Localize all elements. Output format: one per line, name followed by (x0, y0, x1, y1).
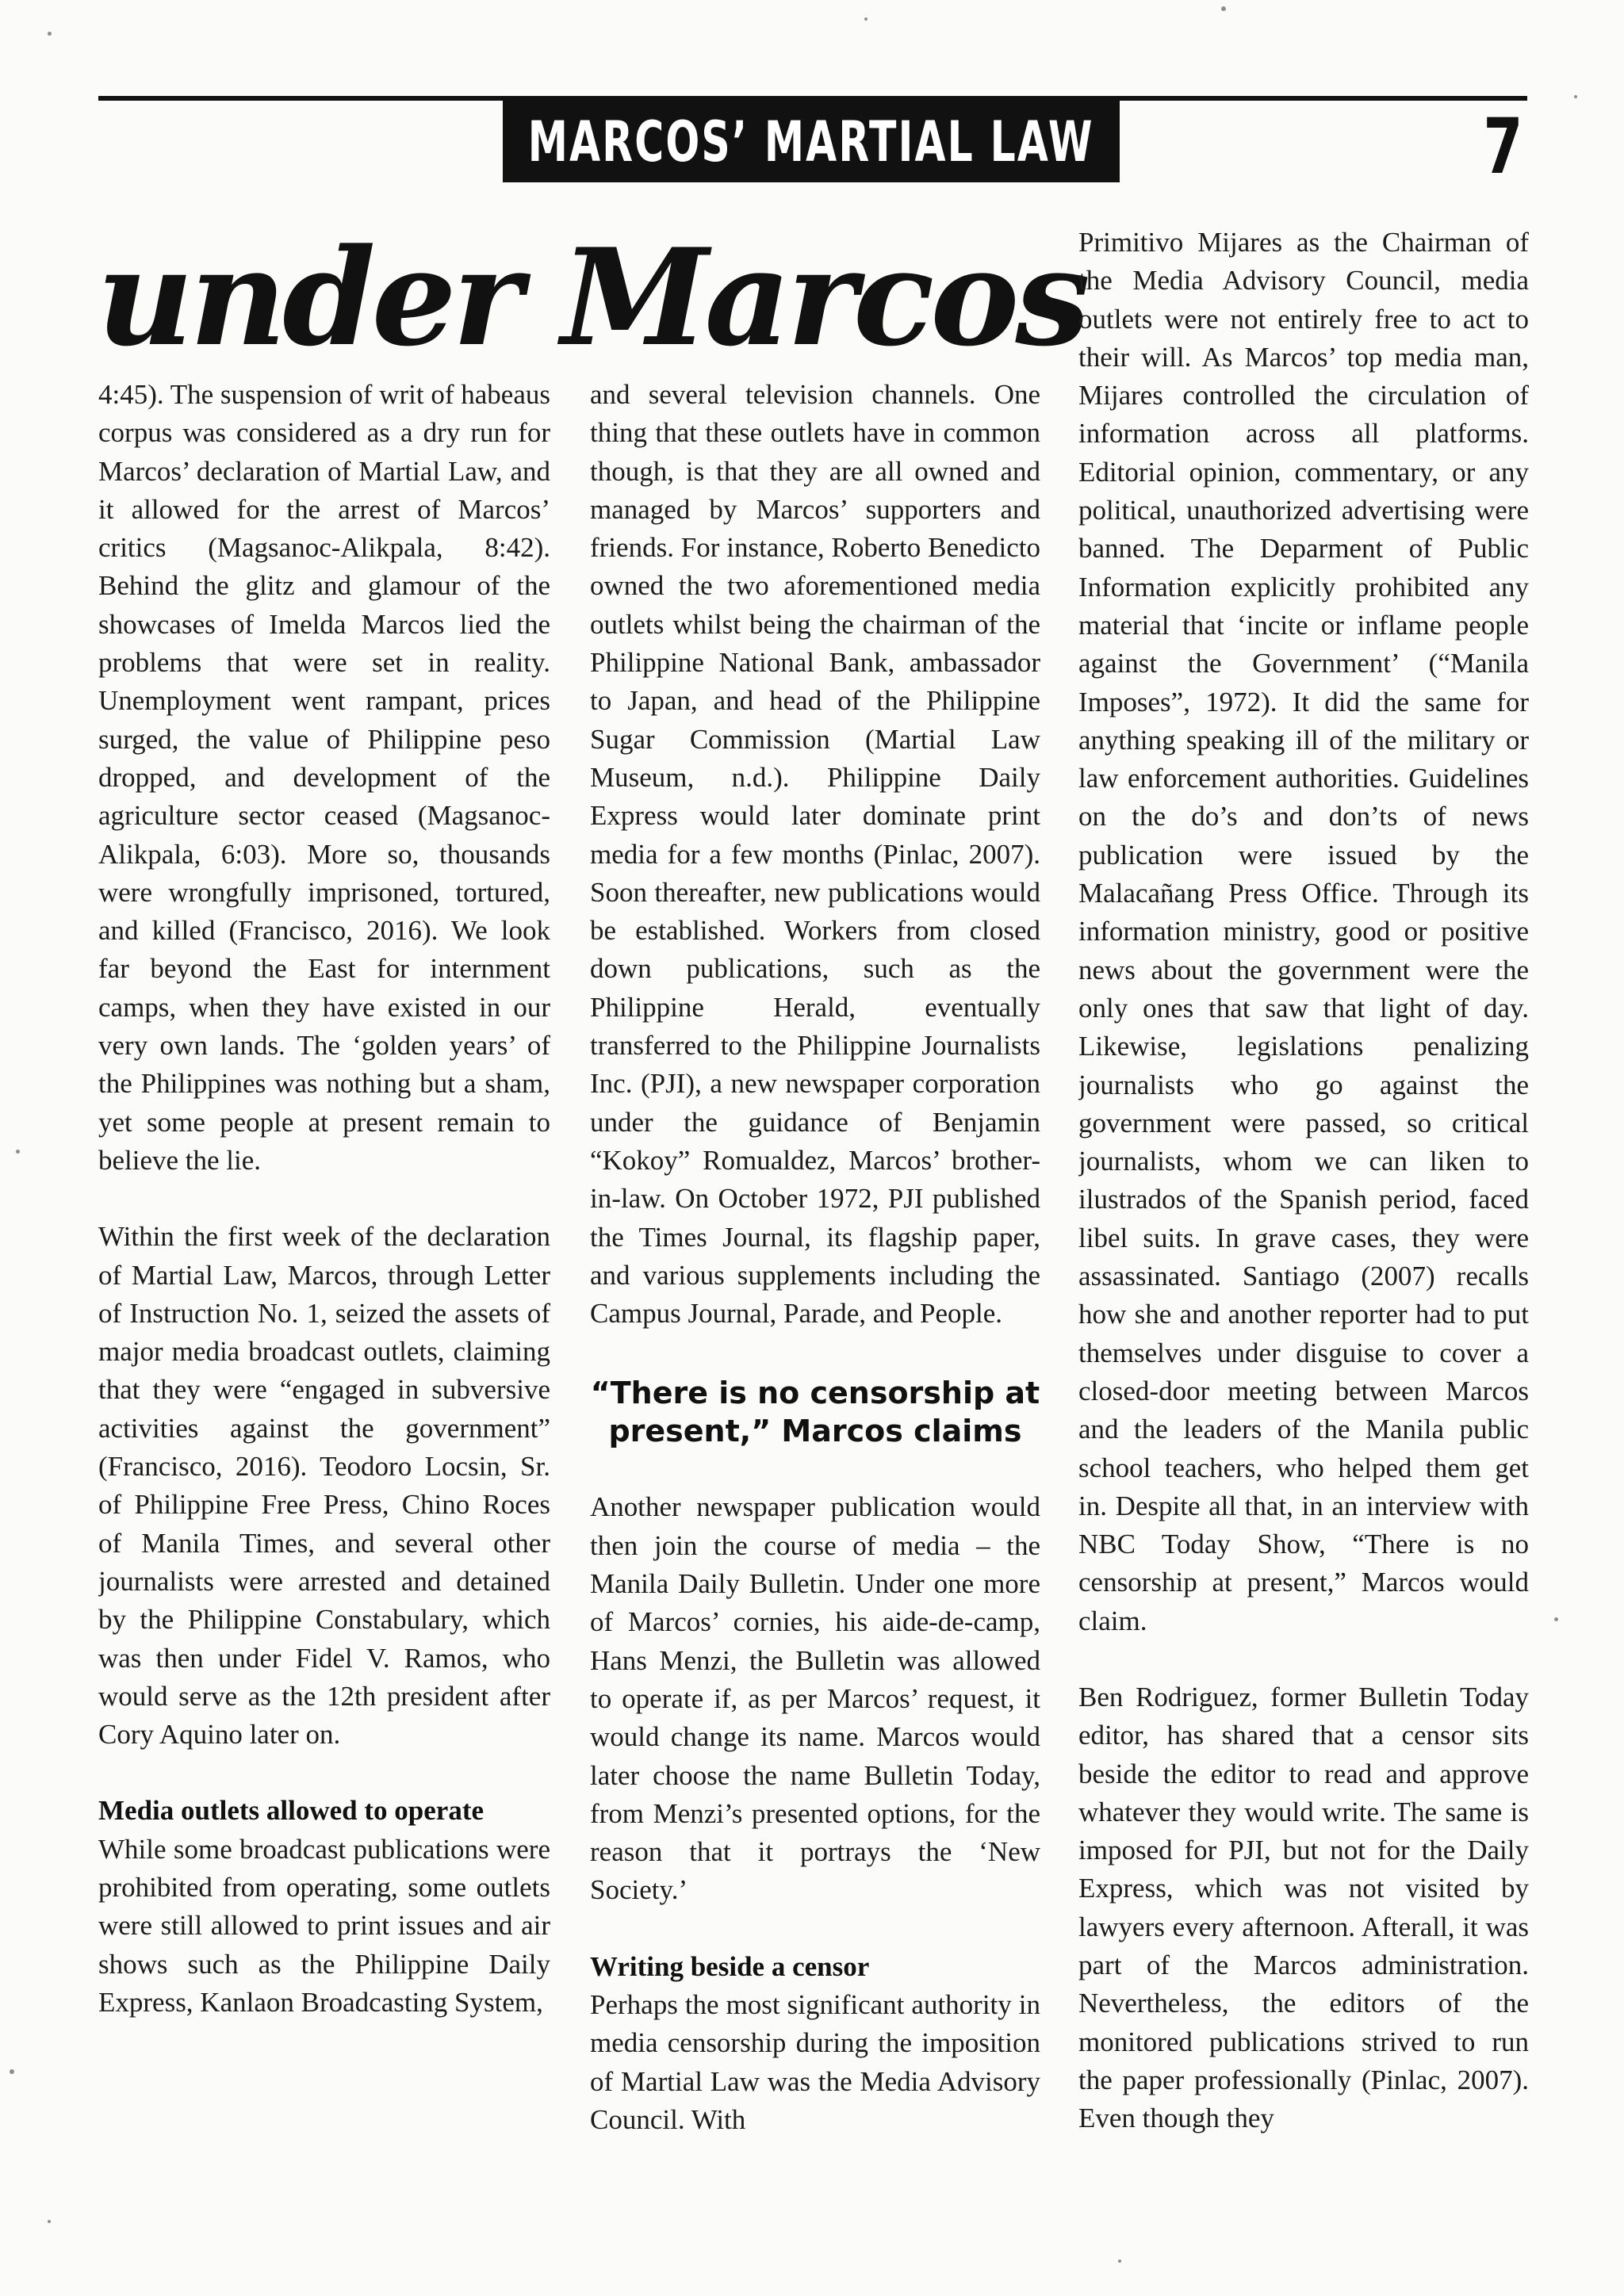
subheading-writing-beside-censor: Writing beside a censor (590, 1950, 870, 1982)
paragraph: 4:45). The suspension of writ of habeaus corpus was considered as a dry run for Marcos’ declaration of Martial Law, and it allowed for the arrest of Marcos’ critics (Magsanoc-Alikpala, 8:42). Behind the glitz and glamour of the showcases of Imelda Marcos lied the problems that were set in reality. Unemployment went rampant, prices surged, the value of Philippine peso dropped, and development of the agriculture sector ceased (Magsanoc-Alikpala, 6:03). More so, thousands were wrongfully imprisoned, tortured, and killed (Francisco, 2016). We look far beyond the East for internment camps, when they have existed in our very own lands. The ‘golden years’ of the Philippines was nothing but a sham, yet some people at present remain to believe the lie. (98, 379, 550, 1176)
article-column-2 (590, 376, 1040, 2215)
article-column-3 (1078, 224, 1529, 2174)
paper-speck (48, 2220, 51, 2223)
article-column-1 (98, 376, 550, 2168)
paper-speck (16, 1150, 20, 1154)
section-title: MARCOS’ MARTIAL LAW (528, 109, 1094, 174)
section-title-banner (503, 101, 1120, 182)
paper-speck (1221, 6, 1226, 11)
paper-speck (864, 17, 868, 21)
paragraph: Another newspaper publication would then join the course of media – the Manila Daily Bulletin. Under one more of Marcos’ cornies, his aide-de-camp, Hans Menzi, the Bulletin was allowed to operate if, as per Marcos’ request, it would change its name. Marcos would later choose the name Bulletin Today, from Menzi’s presented options, for the reason that it portrays the ‘New Society.’ (590, 1491, 1040, 1906)
paper-speck (1118, 2260, 1121, 2263)
paper-speck (1574, 95, 1577, 98)
paragraph: Within the first week of the declaration of Martial Law, Marcos, through Letter of Instruction No. 1, seized the assets of major media broadcast outlets, claiming that they were “engaged in subversive activities against the government” (Francisco, 2016). Teodoro Locsin, Sr. of Philippine Free Press, Chino Roces of Manila Times, and several other journalists were arrested and detained by the Philippine Constabulary, which was then under Fidel V. Ramos, who would serve as the 12th president after Cory Aquino later on. (98, 1221, 550, 1751)
paragraph: and several television channels. One thing that these outlets have in common though, is that they are all owned and managed by Marcos’ supporters and friends. For instance, Roberto Benedicto owned the two aforementioned media outlets whilst being the chairman of the Philippine National Bank, ambassador to Japan, and head of the Philippine Sugar Commission (Martial Law Museum, n.d.). Philippine Daily Express would later dominate print media for a few months (Pinlac, 2007). Soon thereafter, new publications would be established. Workers from closed down publications, such as the Philippine Herald, eventually transferred to the Philippine Journalists Inc. (PJI), a new newspaper corporation under the guidance of Benjamin “Kokoy” Romualdez, Marcos’ brother-in-law. On October 1972, PJI published the Times Journal, its flagship paper, and various supplements including the Campus Journal, Parade, and People. (590, 379, 1040, 1330)
paragraph: Perhaps the most significant authority in media censorship during the imposition of Martial Law was the Media Advisory Council. With (590, 1988, 1040, 2135)
headline: under Marcos (97, 219, 1086, 376)
page-number: 7 (1482, 102, 1523, 191)
paper-speck (48, 32, 52, 36)
paper-speck (10, 2069, 14, 2074)
paragraph: While some broadcast publications were prohibited from operating, some outlets were still allowed to print issues and air shows such as the Philippine Daily Express, Kanlaon Broadcasting System, (98, 1833, 550, 2018)
paper-speck (1554, 1617, 1558, 1621)
pull-quote: “There is no censorship at present,” Marcos claims (590, 1376, 1040, 1449)
paragraph: Ben Rodriguez, former Bulletin Today editor, has shared that a censor sits beside the editor to read and approve whatever they would write. The same is imposed for PJI, but not for the Daily Express, which was not visited by lawyers every afternoon. Afterall, it was part of the Marcos administration. Nevertheless, the editors of the monitored publications strived to run the paper professionally (Pinlac, 2007). Even though they (1078, 1681, 1529, 2134)
subheading-media-outlets: Media outlets allowed to operate (98, 1795, 485, 1827)
paragraph: Primitivo Mijares as the Chairman of the Media Advisory Council, media outlets were not entirely free to act to their will. As Marcos’ top media man, Mijares controlled the circulation of information across all platforms. Editorial opinion, commentary, or any political, unauthorized advertising were banned. The Deparment of Public Information explicitly prohibited any material that ‘incite or inflame people against the Government’ (“Manila Imposes”, 1972). It did the same for anything speaking ill of the military or law enforcement authorities. Guidelines on the do’s and don’ts of news publication were issued by the Malacañang Press Office. Through its information ministry, good or positive news about the government were the only ones that saw that light of day. Likewise, legislations penalizing journalists who go against the government were passed, so critical journalists, whom we can liken to ilustrados of the Spanish period, faced libel suits. In grave cases, they were assassinated. Santiago (2007) recalls how she and another reporter had to put themselves under disguise to cover a closed-door meeting between Marcos and the leaders of the Manila public school teachers, who helped them get in. Despite all that, in an interview with NBC Today Show, “There is no censorship at present,” Marcos would claim. (1078, 227, 1529, 1636)
